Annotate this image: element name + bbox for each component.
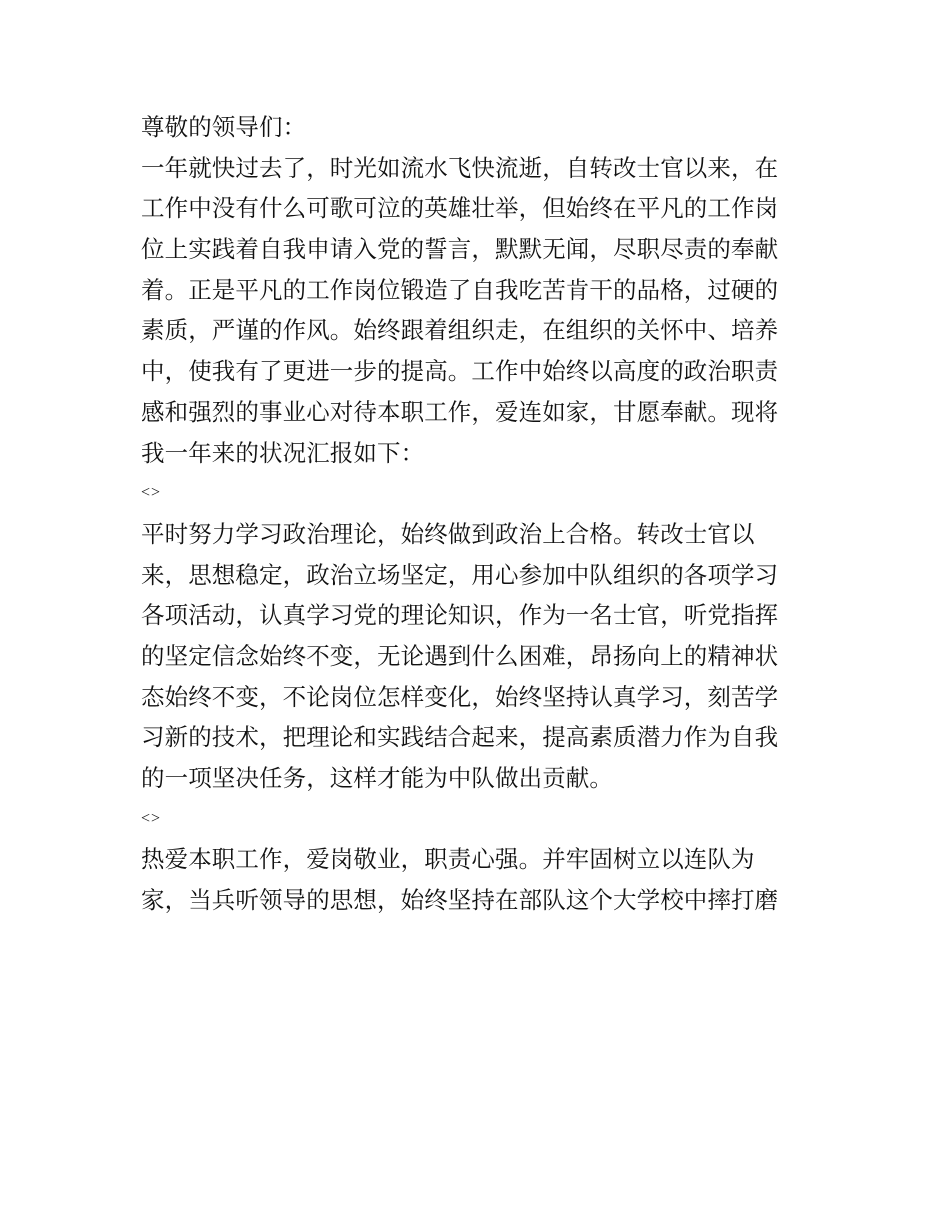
text-line: 的一项坚决任务，这样才能为中队做出贡献。 <box>141 764 613 792</box>
text-line: 中，使我有了更进一步的提高。工作中始终以高度的政治职责 <box>141 357 779 386</box>
text-line: 位上实践着自我申请入党的誓言，默默无闻，尽职尽责的奉献 <box>141 235 779 264</box>
text-line: 着。正是平凡的工作岗位锻造了自我吃苦肯干的品格，过硬的 <box>141 275 779 304</box>
text-line: 家，当兵听领导的思想，始终坚持在部队这个大学校中摔打磨 <box>141 886 779 915</box>
paragraph-1 <box>141 148 821 474</box>
text-line: 我一年来的状况汇报如下： <box>141 438 425 467</box>
text-line: 感和强烈的事业心对待本职工作，爱连如家，甘愿奉献。现将 <box>141 397 779 426</box>
section-separator: <> <box>141 484 162 502</box>
text-line: 习新的技术，把理论和实践结合起来，提高素质潜力作为自我 <box>141 723 779 752</box>
text-line: 平时努力学习政治理论，始终做到政治上合格。转改士官以 <box>141 519 755 548</box>
text-line: 工作中没有什么可歌可泣的英雄壮举，但始终在平凡的工作岗 <box>141 194 779 223</box>
salutation: 尊敬的领导们： <box>141 113 307 141</box>
text-line: 一年就快过去了，时光如流水飞快流逝，自转改士官以来，在 <box>141 153 779 182</box>
section-separator: <> <box>141 809 162 827</box>
text-line: 的坚定信念始终不变，无论遇到什么困难，昂扬向上的精神状 <box>141 641 779 670</box>
text-line: 热爱本职工作，爱岗敬业，职责心强。并牢固树立以连队为 <box>141 845 755 874</box>
text-line: 来，思想稳定，政治立场坚定，用心参加中队组织的各项学习 <box>141 560 779 589</box>
text-line: 态始终不变，不论岗位怎样变化，始终坚持认真学习，刻苦学 <box>141 682 779 711</box>
paragraph-3 <box>141 839 821 920</box>
text-line: 各项活动，认真学习党的理论知识，作为一名士官，听党指挥 <box>141 601 779 630</box>
document-body <box>141 107 821 921</box>
paragraph-2 <box>141 514 821 799</box>
text-line: 素质，严谨的作风。始终跟着组织走，在组织的关怀中、培养 <box>141 316 779 345</box>
